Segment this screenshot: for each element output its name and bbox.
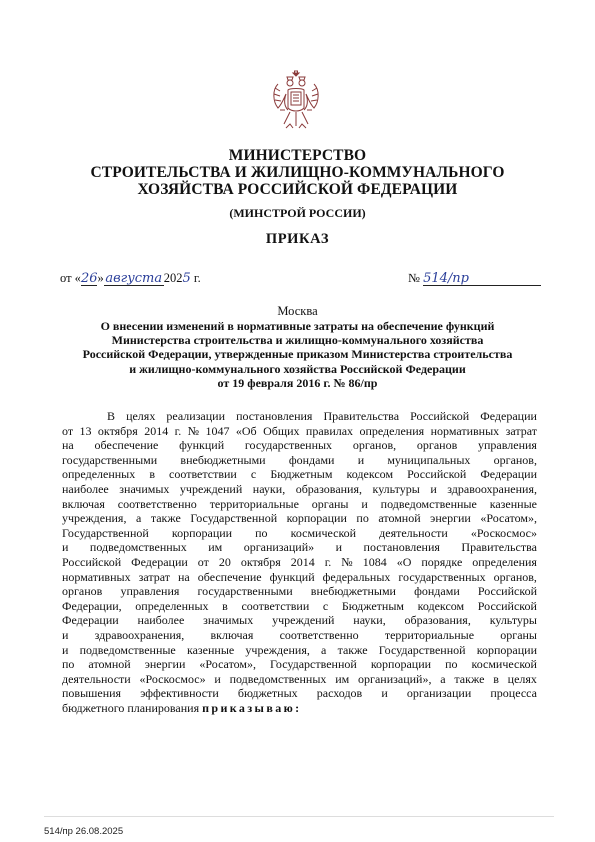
body-word: Государственной [62,525,149,540]
ministry-title-line: СТРОИТЕЛЬСТВА И ЖИЛИЩНО-КОММУНАЛЬНОГО [90,164,505,181]
body-word: в [222,598,228,613]
body-word: № [341,554,353,569]
body-word: обеспечение [197,569,262,584]
body-word: Правительства [323,409,400,423]
body-word: нормативных [430,423,500,438]
body-word: и [430,481,437,496]
body-word: Российской [477,598,537,613]
body-line [62,424,537,439]
body-word: подведомственных [229,671,327,686]
body-word: также [454,671,485,686]
body-word: г. [324,554,332,569]
body-word: Российской [477,584,537,599]
body-word: наиболее [62,481,109,496]
body-word: затрат [138,569,170,584]
body-word: кодексом [417,598,465,613]
date-mid: » [97,271,104,285]
body-word: энергии [144,657,186,672]
body-word: и [214,671,221,686]
body-word: 20 [218,554,231,569]
subject-line: и жилищно-коммунального хозяйства Российской Федерации [129,361,466,376]
subject-line: Российской Федерации, утвержденные приказом Министерства строительства [82,347,513,362]
body-word: управления [120,584,180,599]
body-word: а [440,671,446,686]
body-word: и [62,540,69,555]
body-word: соответствии [169,467,237,482]
body-word: энергии [430,511,471,526]
body-word: в [493,671,499,686]
body-word: соответственно [117,496,197,511]
ministry-title-line: ХОЗЯЙСТВА РОССИЙСКОЙ ФЕДЕРАЦИИ [137,181,458,198]
body-word: 2014 [144,423,169,438]
footer-divider [44,816,554,817]
body-word: и [335,540,343,555]
body-word: октября [97,423,138,438]
subject-line: от 19 февраля 2016 г. № 86/пр [217,375,378,390]
body-final-text: бюджетного планирования [62,700,203,715]
body-word: здравоохранения, [447,481,537,496]
body-line [62,511,537,526]
body-word: науки, [252,481,286,496]
body-word: повышения [62,686,122,701]
body-word: управления [478,438,537,453]
body-word: значимых [203,613,254,628]
body-word: бюджетных [237,686,298,701]
body-word: Федерации [131,554,188,569]
body-word: правилах [305,423,354,438]
body-word: культуры [489,613,537,628]
ministry-title-line: МИНИСТЕРСТВО [228,147,367,164]
body-word: функций [269,569,315,584]
body-word: обеспечение [94,438,159,453]
body-line [62,686,537,701]
body-line [62,672,537,687]
body-word: и [361,496,368,511]
body-word: Государственной [270,657,357,672]
body-word: государственных [244,438,333,453]
body-word: территориальные [384,627,475,642]
body-word: Государственной [378,642,466,657]
body-word: включая [62,496,105,511]
body-word: октября [240,554,281,569]
subject-line: Министерства строительства и жилищно-коммунального хозяйства [111,333,484,348]
body-word: реализации [166,409,226,423]
year-prefix: 202 [163,271,183,285]
body-word: от [62,423,74,438]
city: Москва [277,304,318,318]
body-word: 1084 [362,554,387,569]
body-word: значимых [119,481,170,496]
body-word: а [135,511,142,526]
body-line [62,628,537,643]
body-word: по [255,525,268,540]
body-word: внебюджетными [310,584,396,599]
body-word: определенных [135,598,209,613]
body-word: также [337,642,368,657]
body-word: культуры [372,481,420,496]
body-line [62,526,537,541]
body-word: по [445,657,458,672]
body-word: корпорации [476,642,537,657]
order-date [60,271,201,286]
body-word: государственных [398,569,486,584]
handwritten-month: августа [105,271,163,286]
body-word: кодексом [346,467,394,482]
body-word: космической [290,525,357,540]
body-word: космической [471,657,537,672]
handwritten-year-digit: 5 [182,271,191,286]
body-word: по [356,511,369,526]
body-word: постановления [236,409,313,423]
body-word: Федерации [480,409,537,423]
body-word: также [150,511,181,526]
body-word: г. [174,423,182,438]
body-word: казенные [489,496,537,511]
handwritten-number: 514/пр [423,271,469,286]
body-line [62,643,537,658]
body-word: В [107,409,116,423]
body-word: в [149,467,155,482]
body-word: и [357,452,365,467]
body-word: Государственной [190,511,278,526]
body-word: с [322,598,329,613]
body-word: на [62,438,74,453]
body-line [62,613,537,628]
body-word: органов, [493,452,537,467]
body-word: корпорации [171,525,233,540]
body-word: № [187,423,200,438]
body-word: им [335,671,350,686]
body-word: органов, [352,438,397,453]
coat-of-arms-emblem [270,70,322,134]
body-word: государственными [62,452,158,467]
body-word: им [208,540,223,555]
body-word: органов [416,438,458,453]
body-word: постановления [363,540,440,555]
body-word: органов, [493,569,537,584]
body-word: образования, [404,613,471,628]
handwritten-day: 26 [80,271,98,286]
body-word: атомной [88,657,131,672]
body-word: корпорации [286,511,347,526]
body-word: Российской [62,554,122,569]
body-word: по [62,657,75,672]
body-word: от [197,554,209,569]
body-word: Бюджетным [270,467,333,482]
order-subject [60,319,535,390]
order-command: приказываю: [202,700,302,715]
body-word: нормативных [62,569,131,584]
body-word: и [381,686,388,701]
body-line [62,540,537,555]
body-word: Федерации [480,467,537,482]
body-word: фондами [288,452,335,467]
date-suffix: г. [190,271,201,285]
body-word: определения [472,554,537,569]
body-word: порядке [421,554,463,569]
body-word: 2014 [290,554,315,569]
body-word: органы [311,496,349,511]
body-word: организаций», [358,671,432,686]
ministry-title [60,147,535,198]
body-word: 1047 [205,423,230,438]
body-word: органы [500,627,537,642]
body-word: «Об [235,423,257,438]
document-type: ПРИКАЗ [265,231,330,247]
body-word: учреждений [272,613,335,628]
body-line-final [62,701,537,716]
body-word: подведомственных [89,540,187,555]
body-line [62,467,537,482]
body-line [62,482,537,497]
body-word: Российской [410,409,470,423]
body-word: наиболее [137,613,185,628]
ministry-short-name: (МИНСТРОЙ РОССИИ) [229,206,366,220]
body-word: науки, [353,613,386,628]
date-prefix: от « [60,271,81,285]
body-word: целях [126,409,156,423]
body-word: определенных [62,467,136,482]
body-line [62,497,537,512]
body-word: «Росатом», [199,657,257,672]
body-word: Федерации [62,613,119,628]
body-word: «Роскосмос» [139,671,206,686]
body-word: «О [396,554,412,569]
body-word: деятельности [62,671,131,686]
body-word: соответственно [279,627,359,642]
body-word: Бюджетным [341,598,404,613]
footer-reference: 514/пр 26.08.2025 [44,826,124,837]
body-word: учреждения, [62,511,127,526]
body-word: «Роскосмос» [470,525,537,540]
body-word: с [250,467,257,482]
body-word: и [62,627,69,642]
body-word: затрат [505,423,537,438]
body-word: Правительства [461,540,537,555]
body-line [62,453,537,468]
body-word: и [62,642,69,657]
body-word: Федерации, [62,598,122,613]
subject-line: О внесении изменений в нормативные затраты на обеспечение функций [100,319,495,333]
body-word: 13 [79,423,92,438]
number-prefix: № [408,271,424,285]
body-word: включая [210,627,254,642]
body-word: казенные [186,642,235,657]
body-word: организаций» [243,540,315,555]
body-word: муниципальных [387,452,471,467]
body-line [62,584,537,599]
body-word: подведомственные [79,642,176,657]
body-word: федеральных [322,569,391,584]
body-word: органов [62,584,103,599]
body-word: территориальные [209,496,299,511]
body-word: целях [507,671,537,686]
order-body [62,409,537,715]
body-word: организации [406,686,472,701]
body-word: атомной [378,511,421,526]
body-word: а [321,642,327,657]
body-word: внебюджетными [180,452,266,467]
order-number [408,271,541,286]
body-word: здравоохранения, [94,627,185,642]
body-line [62,555,537,570]
body-word: расходов [316,686,363,701]
body-word: подведомственные [380,496,477,511]
body-line [62,570,537,585]
body-word: фондами [414,584,460,599]
body-word: учреждения, [245,642,310,657]
body-word: эффективности [140,686,219,701]
body-line [62,599,537,614]
body-word: деятельности [379,525,448,540]
body-word: соответствии [241,598,310,613]
body-word: учреждений [179,481,243,496]
body-line [62,438,537,453]
body-word: на [178,569,190,584]
body-word: «Росатом», [480,511,537,526]
body-word: Российской [407,467,467,482]
body-word: образования, [295,481,363,496]
body-line [62,409,537,424]
body-word: корпорации [370,657,432,672]
body-word: определения [359,423,425,438]
body-word: функций [179,438,225,453]
body-line [62,657,537,672]
body-word: процесса [490,686,537,701]
body-word: Общих [263,423,300,438]
body-word: государственными [197,584,293,599]
